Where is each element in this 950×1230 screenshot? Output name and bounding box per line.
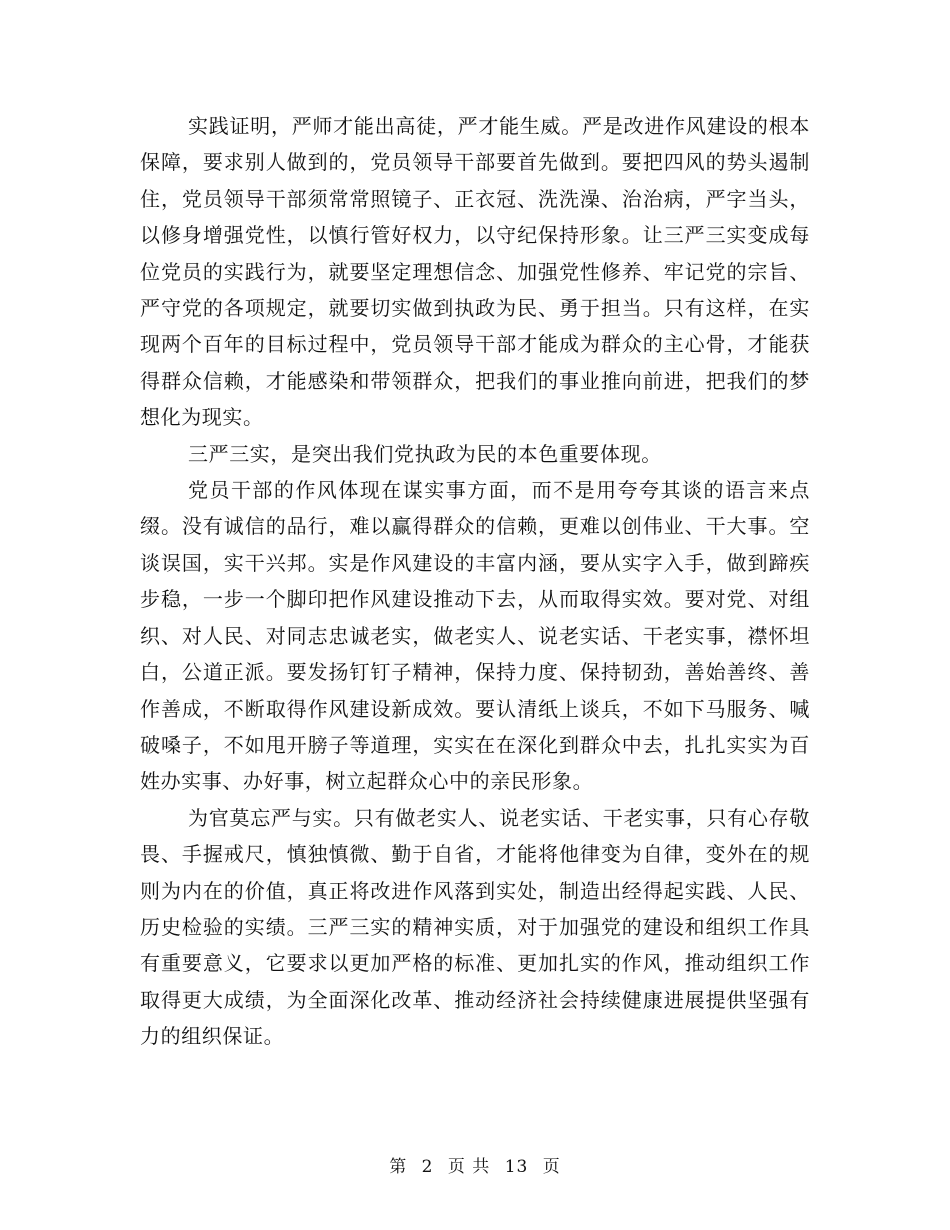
paragraph-2: 三严三实，是突出我们党执政为民的本色重要体现。 bbox=[188, 441, 662, 466]
page-footer bbox=[0, 1152, 950, 1177]
paragraph-4: 为官莫忘严与实。只有做老实人、说老实话、干老实事，只有心存敬畏、手握戒尺，慎独慎微、勤于自省，才能将他律变为自律，变外在的规则为内在的价值，真正将改进作风落到实处，制造出经得起实践、人民、历史检验的实绩。三严三实的精神实质，对于加强党的建设和组织工作具有重要意义，它要求以更加严格的标准、更加扎实的作风，推动组织工作取得更大成绩，为全面深化改革、推动经济社会持续健康进展提供坚强有力的组织保证。 bbox=[140, 805, 810, 1049]
paragraph-3: 党员干部的作风体现在谋实事方面，而不是用夸夸其谈的语言来点缀。没有诚信的品行，难以赢得群众的信赖，更难以创伟业、干大事。空谈误国，实干兴邦。实是作风建设的丰富内涵，要从实字入手，做到蹄疾步稳，一步一个脚印把作风建设推动下去，从而取得实效。要对党、对组织、对人民、对同志忠诚老实，做老实人、说老实话、干老实事，襟怀坦白，公道正派。要发扬钉钉子精神，保持力度、保持韧劲，善始善终、善作善成，不断取得作风建设新成效。要认清纸上谈兵，不如下马服务、喊破嗓子，不如甩开膀子等道理，实实在在深化到群众中去，扎扎实实为百姓办实事、办好事，树立起群众心中的亲民形象。 bbox=[140, 478, 810, 794]
footer-middle: 页 共 bbox=[447, 1157, 491, 1177]
footer-total-pages: 13 bbox=[504, 1157, 529, 1177]
document-body bbox=[140, 108, 810, 1055]
footer-prefix: 第 bbox=[389, 1157, 408, 1177]
footer-current-page: 2 bbox=[421, 1157, 434, 1177]
footer-suffix: 页 bbox=[542, 1157, 561, 1177]
paragraph-1: 实践证明，严师才能出高徒，严才能生威。严是改进作风建设的根本保障，要求别人做到的，党员领导干部要首先做到。要把四风的势头遏制住，党员领导干部须常常照镜子、正衣冠、洗洗澡、治治病，严字当头，以修身增强党性，以慎行管好权力，以守纪保持形象。让三严三实变成每位党员的实践行为，就要坚定理想信念、加强党性修养、牢记党的宗旨、严守党的各项规定，就要切实做到执政为民、勇于担当。只有这样，在实现两个百年的目标过程中，党员领导干部才能成为群众的主心骨，才能获得群众信赖，才能感染和带领群众，把我们的事业推向前进，把我们的梦想化为现实。 bbox=[140, 114, 810, 430]
